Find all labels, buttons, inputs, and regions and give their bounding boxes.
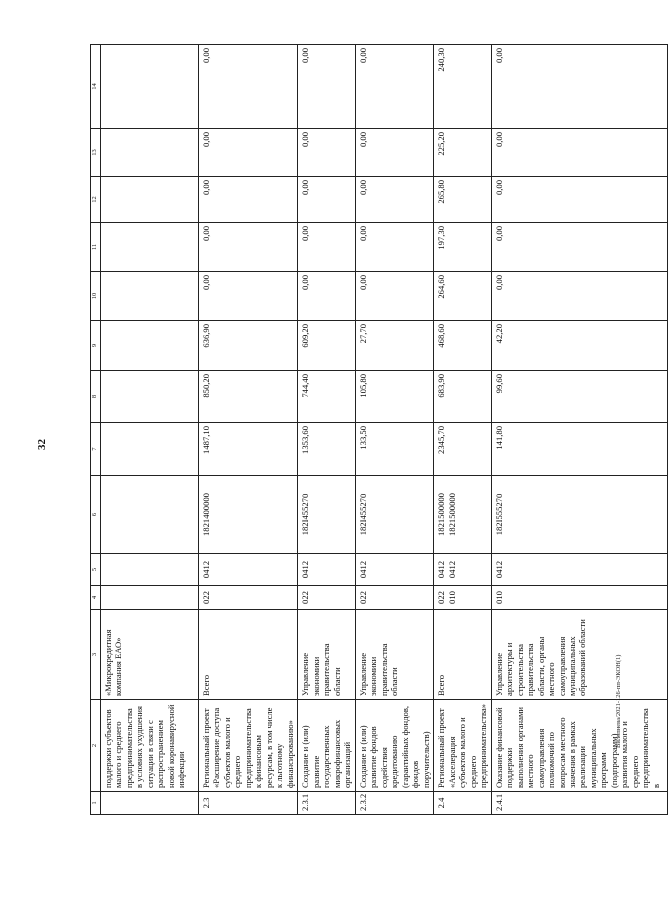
amount-cell-14: 0,00 xyxy=(491,45,667,129)
amount-cell-14: 0,00 xyxy=(355,45,433,129)
amount-cell-10 xyxy=(101,272,199,321)
section-code-cell xyxy=(101,554,199,586)
amount-cell-11: 0,00 xyxy=(199,223,298,272)
amount-cell-9 xyxy=(101,321,199,371)
target-article-cell xyxy=(491,476,667,554)
column-number-3: 3 xyxy=(91,610,101,700)
target-article-cell-line: 1821400000 xyxy=(201,493,211,536)
amount-cell-7: 141,80 xyxy=(491,423,667,476)
row-number-cell: 2.4 xyxy=(434,792,491,815)
amount-cell-9: 42,20 xyxy=(491,321,667,371)
grbs-code-cell-line: 022 xyxy=(201,591,211,604)
row-number-cell: 2.3 xyxy=(199,792,298,815)
grbs-code-cell-line: 022 xyxy=(300,591,311,604)
budget-table xyxy=(90,44,668,815)
amount-cell-14: 0,00 xyxy=(199,45,298,129)
executor-cell: Управление архитектуры и строительства правительства области, органы местного самоуправления муниципальных образований области xyxy=(491,610,667,700)
amount-cell-14 xyxy=(101,45,199,129)
amount-cell-7: 2345,70 xyxy=(434,423,491,476)
section-code-cell-line: 0412 xyxy=(436,560,447,579)
column-number-4: 4 xyxy=(91,586,101,610)
grbs-code-cell-line: 010 xyxy=(446,591,457,604)
target-article-cell-line: 1821500000 xyxy=(446,493,457,536)
amount-cell-12: 0,00 xyxy=(199,177,298,223)
target-article-cell-line: 182I455270 xyxy=(300,493,311,536)
amount-cell-9: 27,70 xyxy=(355,321,433,371)
amount-cell-13: 225,20 xyxy=(434,129,491,177)
section-code-cell-line: 0412 xyxy=(493,560,504,579)
row-number-cell: 2.3.1 xyxy=(298,792,355,815)
amount-cell-12: 0,00 xyxy=(491,177,667,223)
target-article-cell xyxy=(199,476,298,554)
table-row xyxy=(355,45,433,815)
amount-cell-11: 0,00 xyxy=(355,223,433,272)
executor-cell: «Микрокредитная компания ЕАО» xyxy=(101,610,199,700)
measure-name-cell: Создание и (или) развитие государственных микрофинансовых организаций xyxy=(298,700,355,792)
amount-cell-11: 0,00 xyxy=(298,223,355,272)
column-number-8: 8 xyxy=(91,371,101,423)
section-code-cell xyxy=(298,554,355,586)
amount-cell-7: 1353,60 xyxy=(298,423,355,476)
amount-cell-8: 683,90 xyxy=(434,371,491,423)
executor-cell: Управление экономики правительства области xyxy=(355,610,433,700)
section-code-cell xyxy=(355,554,433,586)
grbs-code-cell xyxy=(434,586,491,610)
amount-cell-12: 0,00 xyxy=(298,177,355,223)
amount-cell-14: 240,30 xyxy=(434,45,491,129)
table-row xyxy=(434,45,491,815)
target-article-cell-line: 182I555270 xyxy=(493,493,504,536)
amount-cell-8: 744,40 xyxy=(298,371,355,423)
amount-cell-9: 609,20 xyxy=(298,321,355,371)
measure-name-cell: Создание и (или) развитие фондов содействия кредитованию (гарантийных фондов, фондов поручительств) xyxy=(355,700,433,792)
amount-cell-13: 0,00 xyxy=(491,129,667,177)
table-row xyxy=(101,45,199,815)
column-number-1: 1 xyxy=(91,792,101,815)
column-number-10: 10 xyxy=(91,272,101,321)
amount-cell-13 xyxy=(101,129,199,177)
measure-name-cell: Региональный проект «Расширение доступа субъектов малого и среднего предпринимательства к финансовым ресурсам, в том числе к льготному финансированию» xyxy=(199,700,298,792)
target-article-cell xyxy=(434,476,491,554)
row-number-cell xyxy=(101,792,199,815)
row-number-cell: 2.4.1 xyxy=(491,792,667,815)
target-article-cell xyxy=(298,476,355,554)
column-number-13: 13 xyxy=(91,129,101,177)
section-code-cell-line: 0412 xyxy=(201,560,211,579)
amount-cell-7: 1487,10 xyxy=(199,423,298,476)
table-row xyxy=(298,45,355,815)
amount-cell-9: 636,90 xyxy=(199,321,298,371)
amount-cell-12: 0,00 xyxy=(355,177,433,223)
amount-cell-13: 0,00 xyxy=(199,129,298,177)
amount-cell-8 xyxy=(101,371,199,423)
target-article-cell-line: 1821500000 xyxy=(436,493,447,536)
column-number-6: 6 xyxy=(91,476,101,554)
amount-cell-12: 265,80 xyxy=(434,177,491,223)
amount-cell-10: 264,60 xyxy=(434,272,491,321)
measure-name-cell: Оказание финансовой поддержки выполнения органами местного самоуправления полномочий по вопросам местного значения в рамках реализации муниципальных программ (подпрограмм) развития малого и среднего предпринимательства в xyxy=(491,700,667,792)
amount-cell-13: 0,00 xyxy=(355,129,433,177)
amount-cell-11: 0,00 xyxy=(491,223,667,272)
grbs-code-cell-line: 022 xyxy=(357,591,368,604)
executor-cell: Всего xyxy=(199,610,298,700)
amount-cell-9: 468,60 xyxy=(434,321,491,371)
grbs-code-cell xyxy=(298,586,355,610)
amount-cell-7: 133,50 xyxy=(355,423,433,476)
target-article-cell-line: 182I455270 xyxy=(357,493,368,536)
grbs-code-cell xyxy=(101,586,199,610)
measure-name-cell: Региональный проект «Акселерация субъектов малого и среднего предпринимательства» xyxy=(434,700,491,792)
amount-cell-8: 99,60 xyxy=(491,371,667,423)
table-body xyxy=(101,45,668,815)
table-row xyxy=(491,45,667,815)
section-code-cell xyxy=(199,554,298,586)
amount-cell-8: 105,80 xyxy=(355,371,433,423)
page-number: 32 xyxy=(36,439,48,450)
amount-cell-10: 0,00 xyxy=(355,272,433,321)
column-number-12: 12 xyxy=(91,177,101,223)
amount-cell-14: 0,00 xyxy=(298,45,355,129)
column-number-7: 7 xyxy=(91,423,101,476)
column-number-5: 5 xyxy=(91,554,101,586)
target-article-cell xyxy=(355,476,433,554)
amount-cell-11: 197,30 xyxy=(434,223,491,272)
grbs-code-cell-line: 010 xyxy=(493,591,504,604)
amount-cell-11 xyxy=(101,223,199,272)
executor-cell: Управление экономики правительства области xyxy=(298,610,355,700)
row-number-cell: 2.3.2 xyxy=(355,792,433,815)
column-number-row xyxy=(91,45,101,815)
target-article-cell xyxy=(101,476,199,554)
amount-cell-12 xyxy=(101,177,199,223)
amount-cell-7 xyxy=(101,423,199,476)
section-code-cell-line: 0412 xyxy=(357,560,368,579)
grbs-code-cell xyxy=(199,586,298,610)
amount-cell-8: 850,20 xyxy=(199,371,298,423)
section-code-cell xyxy=(491,554,667,586)
table-row xyxy=(199,45,298,815)
amount-cell-13: 0,00 xyxy=(298,129,355,177)
grbs-code-cell xyxy=(355,586,433,610)
column-number-14: 14 xyxy=(91,45,101,129)
amount-cell-10: 0,00 xyxy=(298,272,355,321)
grbs-code-cell-line: 022 xyxy=(436,591,447,604)
column-number-9: 9 xyxy=(91,321,101,371)
measure-name-cell: поддержки субъектов малого и среднего предпринимательства в условиях ухудшения ситуации в связи с распространением новой коронавирусной инфекции xyxy=(101,700,199,792)
section-code-cell xyxy=(434,554,491,586)
executor-cell: Всего xyxy=(434,610,491,700)
document-footer-code: Вилопнева/2021-126-пп-ЭКОН(1) xyxy=(615,654,622,748)
column-number-11: 11 xyxy=(91,223,101,272)
amount-cell-10: 0,00 xyxy=(199,272,298,321)
amount-cell-10: 0,00 xyxy=(491,272,667,321)
column-number-2: 2 xyxy=(91,700,101,792)
section-code-cell-line: 0412 xyxy=(446,560,457,579)
section-code-cell-line: 0412 xyxy=(300,560,311,579)
grbs-code-cell xyxy=(491,586,667,610)
